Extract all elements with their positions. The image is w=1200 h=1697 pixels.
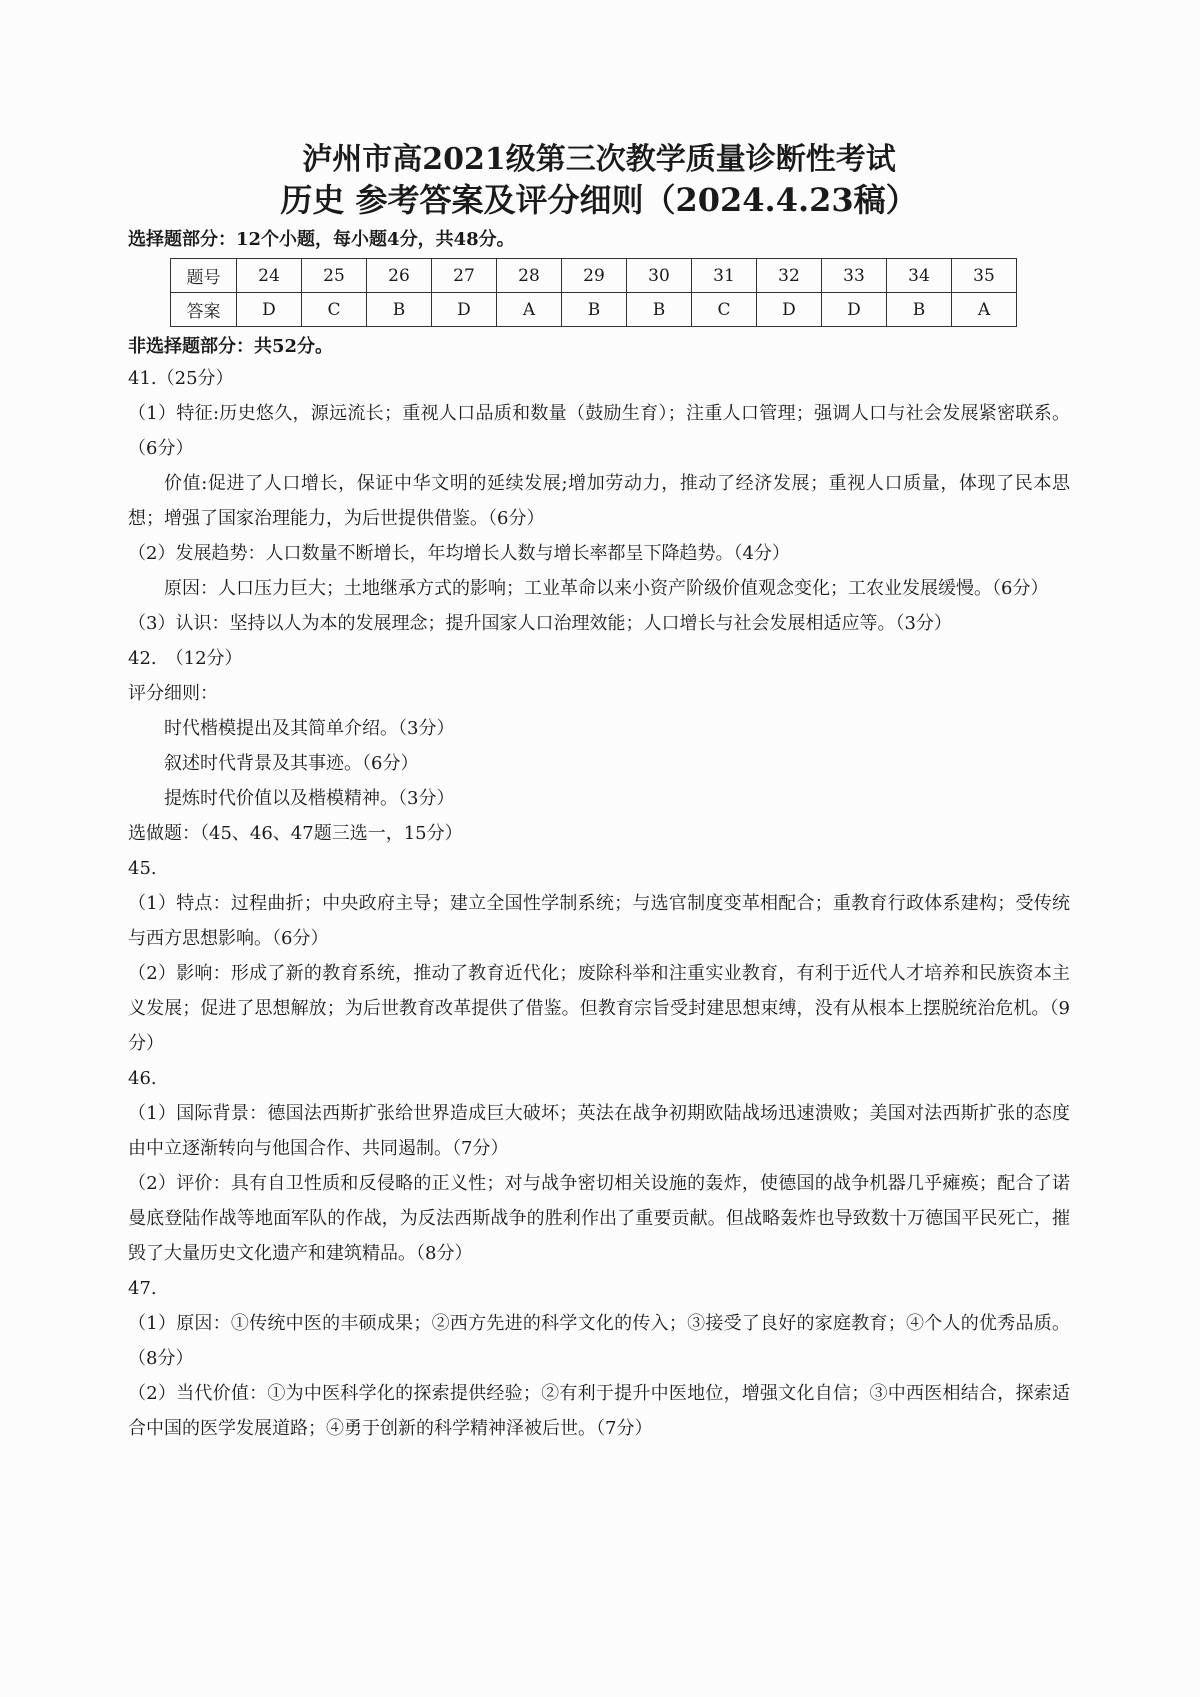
q41-number: 41.（25分）: [128, 368, 234, 389]
q41-part1-value: 价值:促进了人口增长，保证中华文明的延续发展;增加劳动力，推动了经济发展；重视人口质量，体现了民本思想；增强了国家治理能力，为后世提供借鉴。（6分）: [128, 473, 1070, 529]
answer-cell: B: [627, 293, 692, 327]
qnum-cell: 25: [302, 259, 367, 293]
qnum-cell: 30: [627, 259, 692, 293]
elective-heading: 选做题：（45、46、47题三选一，15分）: [128, 823, 463, 844]
answer-cell: D: [822, 293, 887, 327]
q47-number: 47.: [128, 1278, 157, 1299]
q42-rubric-item: 时代楷模提出及其简单介绍。（3分）: [164, 718, 455, 739]
q46-part2: （2）评价：具有自卫性质和反侵略的正义性；对与战争密切相关设施的轰炸，使德国的战争机器几乎瘫痪；配合了诺曼底登陆作战等地面军队的作战，为反法西斯战争的胜利作出了重要贡献。但战略轰炸也导致数十万德国平民死亡，摧毁了大量历史文化遗产和建筑精品。（8分）: [128, 1173, 1070, 1264]
answer-cell: B: [887, 293, 952, 327]
qnum-cell: 28: [497, 259, 562, 293]
answer-cell: C: [692, 293, 757, 327]
answer-sheet-page: [128, 140, 1070, 1446]
q41-part3-understanding: （3）认识：坚持以人为本的发展理念；提升国家人口治理效能；人口增长与社会发展相适应等。（3分）: [128, 613, 952, 634]
exam-subtitle: 历史 参考答案及评分细则（2024.4.23稿）: [280, 181, 918, 219]
answer-cell: D: [237, 293, 302, 327]
answer-cell: A: [497, 293, 562, 327]
q42-rubric-item: 提炼时代价值以及楷模精神。（3分）: [164, 788, 455, 809]
q42-number: 42. （12分）: [128, 648, 243, 669]
answer-cell: D: [757, 293, 822, 327]
answer-cell: C: [302, 293, 367, 327]
answer-row: [171, 293, 1017, 327]
qnum-cell: 24: [237, 259, 302, 293]
qnum-cell: 33: [822, 259, 887, 293]
qnum-cell: 26: [367, 259, 432, 293]
q45-number: 45.: [128, 858, 157, 879]
q42-rubric-label: 评分细则：: [128, 683, 218, 704]
q42-rubric-item: 叙述时代背景及其事迹。（6分）: [164, 753, 419, 774]
answer-cell: A: [952, 293, 1017, 327]
question-number-row: [171, 259, 1017, 293]
q41-part1-features: （1）特征:历史悠久，源远流长；重视人口品质和数量（鼓励生育）；注重人口管理；强调人口与社会发展紧密联系。（6分）: [128, 403, 1070, 459]
q47-part2: （2）当代价值：①为中医科学化的探索提供经验；②有利于提升中医地位，增强文化自信；③中西医相结合，探索适合中国的医学发展道路；④勇于创新的科学精神泽被后世。（7分）: [128, 1383, 1070, 1439]
row-label-number: 题号: [171, 259, 237, 293]
q45-part1: （1）特点：过程曲折；中央政府主导；建立全国性学制系统；与选官制度变革相配合；重教育行政体系建构；受传统与西方思想影响。（6分）: [128, 893, 1070, 949]
exam-title: 泸州市高2021级第三次教学质量诊断性考试: [302, 142, 896, 177]
row-label-answer: 答案: [171, 293, 237, 327]
nonchoice-section-heading: 非选择题部分：共52分。: [128, 336, 334, 357]
choice-section-heading: 选择题部分：12个小题，每小题4分，共48分。: [128, 229, 515, 250]
q41-part2-reason: 原因：人口压力巨大；土地继承方式的影响；工业革命以来小资产阶级价值观念变化；工农业发展缓慢。（6分）: [164, 578, 1049, 599]
answer-cell: D: [432, 293, 497, 327]
qnum-cell: 29: [562, 259, 627, 293]
answer-cell: B: [367, 293, 432, 327]
q46-part1: （1）国际背景：德国法西斯扩张给世界造成巨大破坏；英法在战争初期欧陆战场迅速溃败；美国对法西斯扩张的态度由中立逐渐转向与他国合作、共同遏制。（7分）: [128, 1103, 1070, 1159]
q45-part2: （2）影响：形成了新的教育系统，推动了教育近代化；废除科举和注重实业教育，有利于近代人才培养和民族资本主义发展；促进了思想解放；为后世教育改革提供了借鉴。但教育宗旨受封建思想束缚，没有从根本上摆脱统治危机。（9分）: [128, 963, 1070, 1054]
qnum-cell: 35: [952, 259, 1017, 293]
qnum-cell: 31: [692, 259, 757, 293]
answer-cell: B: [562, 293, 627, 327]
q41-part2-trend: （2）发展趋势：人口数量不断增长，年均增长人数与增长率都呈下降趋势。（4分）: [128, 543, 790, 564]
qnum-cell: 27: [432, 259, 497, 293]
q47-part1: （1）原因：①传统中医的丰硕成果；②西方先进的科学文化的传入；③接受了良好的家庭教育；④个人的优秀品质。（8分）: [128, 1313, 1070, 1369]
qnum-cell: 34: [887, 259, 952, 293]
qnum-cell: 32: [757, 259, 822, 293]
answer-table: [170, 258, 1017, 327]
q46-number: 46.: [128, 1068, 157, 1089]
